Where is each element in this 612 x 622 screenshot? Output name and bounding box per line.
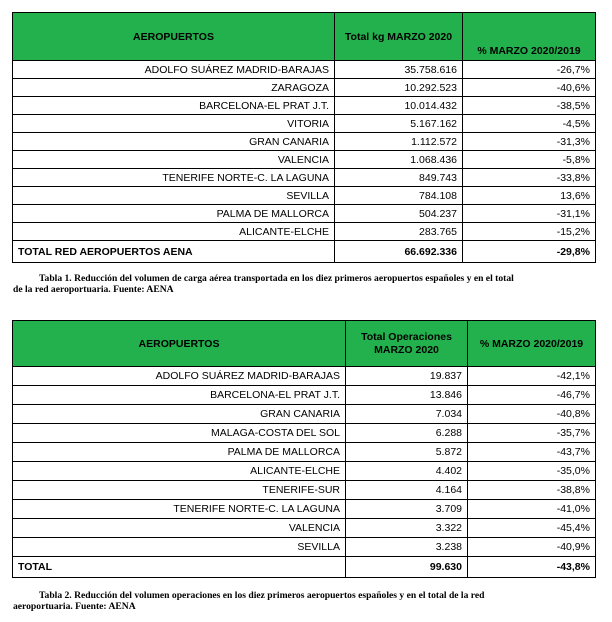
total-value: 6.288: [346, 424, 468, 443]
total-value: 13.846: [346, 386, 468, 405]
total-value: 3.238: [346, 538, 468, 557]
percent-change: -46,7%: [468, 386, 596, 405]
percent-change: -31,3%: [463, 133, 596, 151]
total-value: 3.322: [346, 519, 468, 538]
airport-name: ALICANTE-ELCHE: [13, 462, 346, 481]
percent-change: -33,8%: [463, 169, 596, 187]
percent-change: -40,8%: [468, 405, 596, 424]
airport-name: TENERIFE NORTE-C. LA LAGUNA: [13, 500, 346, 519]
header-percent: % MARZO 2020/2019: [468, 321, 596, 367]
total-value: 849.743: [335, 169, 463, 187]
percent-change: -35,0%: [468, 462, 596, 481]
total-value: 1.112.572: [335, 133, 463, 151]
percent-change: -45,4%: [468, 519, 596, 538]
table-row: [13, 223, 596, 241]
header-total-operations: Total Operaciones MARZO 2020: [346, 321, 468, 367]
total-row: [13, 557, 596, 578]
total-value: 504.237: [335, 205, 463, 223]
table-row: [13, 79, 596, 97]
airport-name: SEVILLA: [13, 187, 335, 205]
percent-change: -38,8%: [468, 481, 596, 500]
percent-change: -38,5%: [463, 97, 596, 115]
table-row: [13, 443, 596, 462]
total-value: 283.765: [335, 223, 463, 241]
airport-name: GRAN CANARIA: [13, 405, 346, 424]
total-value: 19.837: [346, 367, 468, 386]
airport-name: VITORIA: [13, 115, 335, 133]
total-value: 784.108: [335, 187, 463, 205]
cargo-table: [12, 12, 596, 263]
total-percent: -29,8%: [463, 241, 596, 263]
airport-name: ZARAGOZA: [13, 79, 335, 97]
table2-caption: Tabla 2. Reducción del volumen operaciones en los diez primeros aeropuertos españoles y en el total de la red aeroportuaria. Fuente: AENA: [13, 590, 485, 612]
airport-name: BARCELONA-EL PRAT J.T.: [13, 97, 335, 115]
total-label: TOTAL: [13, 557, 346, 578]
total-value: 5.167.162: [335, 115, 463, 133]
total-value: 35.758.616: [335, 61, 463, 79]
total-value: 99.630: [346, 557, 468, 578]
total-value: 10.014.432: [335, 97, 463, 115]
percent-change: -15,2%: [463, 223, 596, 241]
table-row: [13, 405, 596, 424]
header-total-kg: Total kg MARZO 2020: [335, 13, 463, 61]
table-row: [13, 519, 596, 538]
airport-name: ALICANTE-ELCHE: [13, 223, 335, 241]
airport-name: PALMA DE MALLORCA: [13, 205, 335, 223]
percent-change: -40,9%: [468, 538, 596, 557]
total-value: 5.872: [346, 443, 468, 462]
table-row: [13, 61, 596, 79]
total-label: TOTAL RED AEROPUERTOS AENA: [13, 241, 335, 263]
header-percent: % MARZO 2020/2019: [463, 13, 596, 61]
table-row: [13, 97, 596, 115]
percent-change: -40,6%: [463, 79, 596, 97]
percent-change: -35,7%: [468, 424, 596, 443]
total-value: 3.709: [346, 500, 468, 519]
table-row: [13, 462, 596, 481]
total-value: 4.402: [346, 462, 468, 481]
table-row: [13, 151, 596, 169]
airport-name: PALMA DE MALLORCA: [13, 443, 346, 462]
total-value: 7.034: [346, 405, 468, 424]
airport-name: VALENCIA: [13, 519, 346, 538]
table-row: [13, 169, 596, 187]
table1-caption: Tabla 1. Reducción del volumen de carga aérea transportada en los diez primeros aeropuertos españoles y en el total de la red aeroportuaria. Fuente: AENA: [13, 273, 514, 295]
airport-name: TENERIFE-SUR: [13, 481, 346, 500]
percent-change: -31,1%: [463, 205, 596, 223]
table-row: [13, 187, 596, 205]
total-row: [13, 241, 596, 263]
airport-name: SEVILLA: [13, 538, 346, 557]
table-row: [13, 205, 596, 223]
airport-name: VALENCIA: [13, 151, 335, 169]
table-row: [13, 133, 596, 151]
table-row: [13, 424, 596, 443]
percent-change: -43,7%: [468, 443, 596, 462]
total-value: 1.068.436: [335, 151, 463, 169]
percent-change: -4,5%: [463, 115, 596, 133]
airport-name: TENERIFE NORTE-C. LA LAGUNA: [13, 169, 335, 187]
airport-name: MALAGA-COSTA DEL SOL: [13, 424, 346, 443]
percent-change: 13,6%: [463, 187, 596, 205]
total-value: 66.692.336: [335, 241, 463, 263]
operations-table: [12, 320, 596, 578]
table-row: [13, 367, 596, 386]
total-value: 10.292.523: [335, 79, 463, 97]
header-airports: AEROPUERTOS: [13, 13, 335, 61]
airport-name: BARCELONA-EL PRAT J.T.: [13, 386, 346, 405]
percent-change: -26,7%: [463, 61, 596, 79]
table-row: [13, 481, 596, 500]
percent-change: -5,8%: [463, 151, 596, 169]
percent-change: -41,0%: [468, 500, 596, 519]
table-row: [13, 386, 596, 405]
percent-change: -42,1%: [468, 367, 596, 386]
airport-name: ADOLFO SUÁREZ MADRID-BARAJAS: [13, 367, 346, 386]
table-row: [13, 538, 596, 557]
airport-name: GRAN CANARIA: [13, 133, 335, 151]
table-row: [13, 500, 596, 519]
total-value: 4.164: [346, 481, 468, 500]
header-airports: AEROPUERTOS: [13, 321, 346, 367]
airport-name: ADOLFO SUÁREZ MADRID-BARAJAS: [13, 61, 335, 79]
table-row: [13, 115, 596, 133]
total-percent: -43,8%: [468, 557, 596, 578]
